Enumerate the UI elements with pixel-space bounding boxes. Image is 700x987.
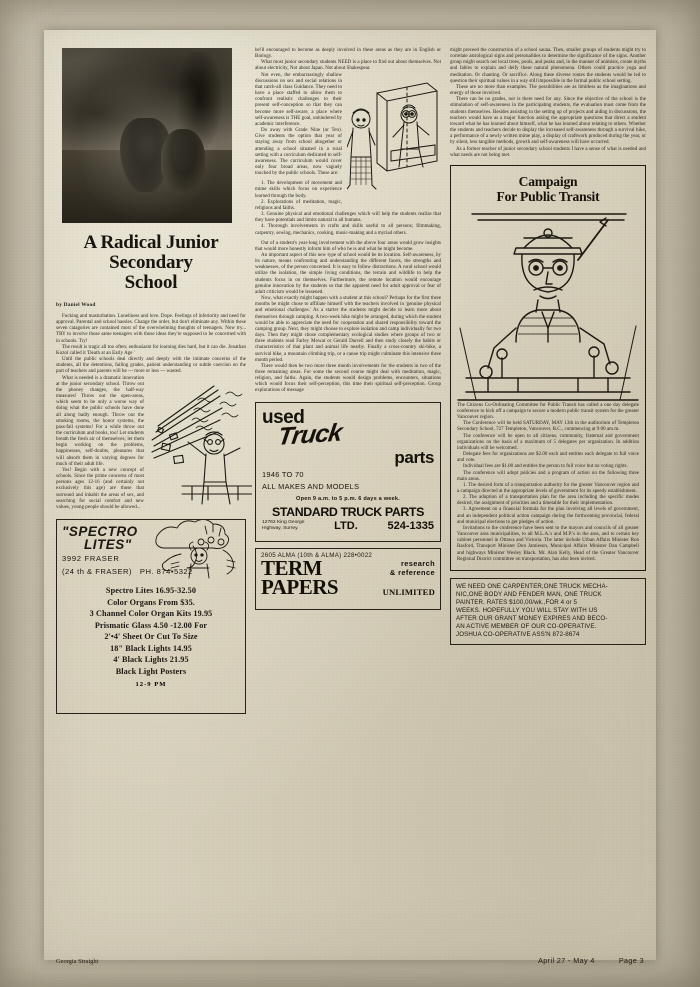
spectro-logo-line-2: LITES"	[84, 537, 132, 552]
article-paragraph: What most junior secondary students NEED is a place to find out about themselves. Not about electricity, Not about Japan. Not about Shakespear.	[255, 60, 441, 72]
spectro-price-item: 2'•4' Sheet Or Cut To Size	[104, 632, 198, 641]
article-paragraph: might preceed the construction of a school sauna. Then, smaller groups of students might try to correlate astrological signs and personalities to determine the significance of the signs. Another group might search out local trees, pools, and peaks and, in the manner of animists, create myths and fables to explain and deify these natural phenomena. Others could practice yoga and meditation. Or chanting. Or sacrifice. Along these diverse routes the students would be led to question their spiritual values in a way still impossible in the formal public school setting.	[450, 48, 646, 84]
article-paragraph: An important aspect of this new type of school would be its location. Self-awareness, by its nature, means confronting and understanding the different facets, the strengths and weaknesses, of the person concerned. It is easy to follow distractions. A rural school would utilize the isolation, the simple living conditions, the terrain and wildlife to help the students focus in on themselves. Furthermore, the remote location would encourage genuine innovation by the students so that the apparent need for adult approval or fear of adult criticism would be lessened.	[255, 253, 441, 295]
transit-paragraph: The Conference will be held SATURDAY, MAY 13th in the auditorium of Templeton Secondary School, 727 Templeton, Vancouver, B.C., commencing at 9:00 am.m.	[457, 421, 639, 433]
page-footer	[56, 956, 644, 965]
joshua-ad-line[interactable]: JOSHUA CO-OPERATIVE ASS'N 872-8674	[456, 631, 580, 639]
transit-headline	[457, 174, 639, 204]
spectro-hours: 12-9 PM	[135, 681, 167, 688]
article-paragraph: These are no more than examples. The possibilities are as limitless as the imaginations and energy of those involved.	[450, 84, 646, 97]
joshua-ad-line: WE NEED ONE CARPENTER,ONE TRUCK MECHA-	[456, 582, 608, 590]
ad-spectro-lites[interactable]	[56, 519, 246, 714]
transit-paragraph: Invitations to the conference have been sent to the mayors and councils of all greater Vancouver area municipalities, to all M.L.A.'s and M.P.'s in the area, and to certain key cabinet personnel in Ottawa and Victoria. The latter include Urban Affairs Minister Ron Basford, Transport Minister Don Jamieson, Municipal Affairs Minister Dan Campbell and highways Minister Wesley Black. Mr. Alan Kelly, Head of the Greater Vancouver Regional District committee on transportation, has also been invited.	[457, 525, 639, 562]
ad-term-papers-unlimited[interactable]	[255, 548, 441, 610]
article-paragraph: There can be no grades, nor is there need for any. Since the objective of the school is the stimulation of self-awareness in the participating students, the evaluation must come from the students themselves. Besides assisting in the setting up of projects and aiding in discussions, the teachers would have as a major function asking the appropriate questions that direct a student toward what he has learned about himself, what he has learned about relating to others. Whether the students and teachers decide to display the increased self-awareness through a survival hike, a performance of a newly written mime play, a display of craftwork produced during the year, or by silent, less tangible methods, growth and self-awareness will have occurred.	[450, 97, 646, 146]
spectro-cartoon-illustration	[151, 520, 243, 582]
truck-ad-address-line-1: 12762 King George	[262, 519, 305, 525]
transit-paragraph: 1. The desired form of a transportation authority for the greater Vancouver region and a campaign directed at the appropriate levels of government for its speedy establishment.	[457, 482, 639, 494]
transit-paragraph: 2. The adoption of a transportation plan for the area including the specific modes desired, the assignment of priorities and a timetable for their implementation.	[457, 495, 639, 507]
spectro-logo-line-1: "SPECTRO	[62, 524, 138, 539]
throwing-figure-illustration	[148, 382, 252, 508]
term-papers-row-2	[261, 574, 435, 599]
article-paragraph: 1. The development of movement and mime skills which focus on experience learned through the body.	[255, 181, 342, 199]
spectro-address: 3992 FRASER	[62, 554, 120, 563]
truck-ad-contact-row	[262, 520, 434, 532]
term-papers-unlimited-word: UNLIMITED	[382, 586, 435, 597]
joshua-ad-line: WEEKS. HOPEFULLY YOU WILL STAY WITH US	[456, 607, 598, 615]
article-paragraph: The result is tragic all too often; enthusiasm for learning dies hard, but it can die. Jonathan Kozol called it 'Death at an Early Age '	[56, 344, 246, 356]
joshua-ad-line: AN ACTIVE MEMBER OF OUR CO-OPERATIVE.	[456, 623, 597, 631]
page-title	[56, 233, 246, 293]
truck-ad-address	[262, 520, 304, 532]
publication-name: Georgia Straight	[56, 958, 99, 965]
truck-ad-parts-word: parts	[394, 447, 434, 467]
ad-standard-truck-parts[interactable]	[255, 402, 441, 542]
article-byline: by Daniel Wood	[56, 302, 96, 308]
term-papers-address-phone[interactable]: 2605 ALMA (10th & ALMA) 228•0022	[261, 551, 373, 559]
page-content	[56, 48, 646, 948]
article-paragraph: 2. Explorations of meditation, magic, religions and faiths.	[255, 199, 342, 211]
article-paragraph: Until the public schools deal directly and deeply with the intimate concerns of the students, all the detentions, failing grades, patient understanding or subtle coercion on the part of teachers and parents will be --- more or less --- wasted.	[56, 357, 246, 375]
truck-ad-years: 1946 TO 70	[262, 469, 304, 479]
article-paragraph: 3. Genuine physical and emotional challenges which will help the students realize that they have potentials and limits natural to all humans.	[255, 212, 441, 224]
article-photo	[62, 48, 232, 223]
campaign-public-transit-box	[450, 165, 646, 571]
column-2	[255, 48, 441, 714]
article-paragraph: Now, what exactly might happen with a student at this school? Perhaps for the first three months be might chose to affiliate himself with the teachers involved in 'genuine physical and emotional challenges.' As a starter the students might decide to learn more about themselves through camping. A two-week hike might be arranged, during which the student would be able to appreciate the need for cooperation and shared responsibility toward the camping group. Next, they might choose to explore isolation and camp individually for two days. Then they might chose complementary ecological studies where groups of two or three students read Farley Mowat or Gerald Durrell and then study closely the habits or characteristics of that plant and animal life nearby. Finally a cross-country ski-hike, a survival hike, a mountain climbing trip, or a canoe trip might culminate this intensive three month period.	[255, 296, 441, 363]
term-papers-term-word: TERM	[261, 555, 322, 580]
truck-ad-makes: ALL MAKES AND MODELS	[262, 481, 360, 491]
spectro-price-list	[62, 585, 240, 677]
headline-line-3: School	[124, 272, 178, 293]
transit-driver-illustration	[457, 208, 639, 403]
article-paragraph: Fucking and masturbation. Loneliness and love. Dope. Feelings of inferiority and need for approval. Parental and school hassles. Change the order, but don't eliminate any. Within these seven catagories are contained most of the overwhelming thoughts of teenagers. Now try... TRY to involve those same teenagers with those ideas they're supposed to be concerned with in schools. Try!	[56, 314, 246, 344]
article-paragraph: There would then be two more three month involvements for the students in two of the three remaining areas. For some the second course might deal with meditation, magic, religion, and faiths. Again, the students would design problems, encounters, situations which would focus their self-perception, this time their spiritual self-preception. Group explorations of message	[255, 363, 441, 394]
joshua-ad-line: PAINTER. RATES $100,00/wk.,FOR 4 or 5	[456, 599, 578, 607]
joshua-ad-line: NIC,ONE BODY AND FENDER MAN, ONE TRUCK	[456, 590, 602, 598]
page-number: Page 3	[618, 956, 644, 965]
spectro-price-item: 18" Black Lights 14.95	[110, 643, 192, 653]
transit-paragraph: Delegate fees for organizations are $2.00 each and entitles each delegate to full voice and vote.	[457, 452, 639, 464]
truck-ad-phone[interactable]: 524-1335	[387, 519, 434, 532]
article-paragraph: What is needed is a dramatic innovation at the junior secondary school. Throw out the phoney changes, the half-way measures! Throw out the open-areas, which seem to be only a worse way of doing what the public schools have done all along badly enough. Throw out the smoking rooms, the honor systems, the pass-fail systems! For a while throw out the curriculum and books, too! Let students breath the fresh air of themselves; let them begin working on the problems, happinesses, self-doubts, pleasures that will absorb them in varying degrees for much of their adult life.	[56, 375, 144, 467]
term-papers-services	[390, 559, 435, 577]
headline-line-2: Secondary	[109, 252, 193, 273]
ad-joshua-cooperative[interactable]	[450, 578, 646, 645]
issue-date: April 27 - May 4	[538, 956, 595, 965]
headline-line-1: A Radical Junior	[83, 232, 219, 253]
article-paragraph: Not even, the embarrassingly shallow discussions on sex and social relations in that catch-all class Guidance. They need to have a place staffed to allow them to confront realistic challenges to their present self-conception so that they can become more self-aware, a place where self-awareness is THE goal, unhindered by academic interference.	[255, 72, 342, 127]
truck-ad-company-name: STANDARD TRUCK PARTS	[272, 504, 424, 519]
truck-ad-ltd: LTD.	[334, 519, 358, 532]
article-paragraph: 4. Thorough involvements in crafts and skills useful to all persons; filmmaking, carpentry, sewing, mechanics, cooking, music-making and a myriad others.	[255, 224, 441, 236]
article-paragraph: Do away with Grade Nine (or Ten). Give students the option that year of staying away from school altogether or attending a school situated in a rural setting with a curriculum dedicated to self-awareness. The curriculum would cover only four broad areas, now vaguely touched by the public schools. These are:	[255, 128, 342, 177]
spectro-price-item: Black Light Posters	[115, 666, 187, 676]
article-paragraph: be!ll encouraged to become as deeply involved in these areas as they are in English or Biology.	[255, 48, 441, 60]
spectro-price-item: Color Organs From $35.	[107, 597, 195, 607]
article-paragraph: Out of a student's year-long involvement with the above four areas would grow insights that would more honestly inform him of who he is and what he might become.	[255, 240, 441, 252]
transit-headline-line-1: Campaign	[518, 173, 578, 189]
student-at-box-illustration	[347, 75, 441, 203]
spectro-phone[interactable]: PH. 874•5322	[139, 567, 193, 576]
truck-ad-hours: Open 9 a.m. to 5 p.m. 6 days a week.	[296, 495, 400, 502]
spectro-price-item: 3 Channel Color Organ Kits 19.95	[89, 609, 213, 618]
article-paragraph: As a former teacher of junior secondary school students I have a sense of what is needed and what needs are not being met.	[450, 146, 646, 158]
transit-paragraph: The conference will adopt policies and a program of action on the following three main areas.	[457, 470, 639, 482]
spectro-price-item: 4' Black Lights 21.95	[113, 655, 189, 664]
column-3	[450, 48, 646, 714]
transit-paragraph: Individual fees are $1.00 and entitles the person to full voice but no voting rights.	[463, 464, 628, 470]
spectro-price-item: Spectro Lites 16.95-32.50	[105, 586, 197, 595]
column-1	[56, 48, 246, 714]
term-papers-papers-word: PAPERS	[261, 574, 339, 599]
spectro-price-item: Prismatic Glass 4.50 -12.00 For	[94, 620, 208, 630]
transit-paragraph: 3. Agreement on a financial formula for the plan involving all levels of government, and an independent political action campaign during the forthcoming provincial, federal and municipal elections to get pledges of action.	[457, 507, 639, 525]
transit-paragraph: The conference will be open to all citizens, community, fraternal and government organizations on the basis of a maximum of 5 delegates per organization. In addition individuals will be welcomed.	[457, 433, 639, 451]
article-paragraph: Yes! Begin with a new concept of schools. Since the prime concerns of most persons ages 12-16 (and certainly not exclusively this age) are those that surround and inhabit the areas of sex, and searching for social comfort and new values, young people should be allowed...	[56, 467, 144, 510]
three-column-layout	[56, 48, 646, 714]
truck-ad-used-word: used	[262, 406, 305, 428]
spectro-cross-street: (24 th & FRASER)	[62, 567, 133, 576]
term-papers-research: research	[400, 558, 435, 568]
term-papers-reference: & reference	[389, 567, 435, 577]
truck-ad-truck-word: Truck	[276, 418, 344, 451]
transit-headline-line-2: For Public Transit	[496, 188, 600, 204]
joshua-ad-line: AFTER OUR GRANT MONEY EXPIRES AND BECO-	[456, 615, 608, 623]
truck-ad-address-line-2: Highway, Surrey.	[262, 525, 299, 531]
transit-paragraph: The Citizens Co-Ordinating Committee for Public Transit has called a one day delegate conference to kick off a campaign to secure a modern public transit system for the greater Vancouver region.	[457, 402, 639, 421]
